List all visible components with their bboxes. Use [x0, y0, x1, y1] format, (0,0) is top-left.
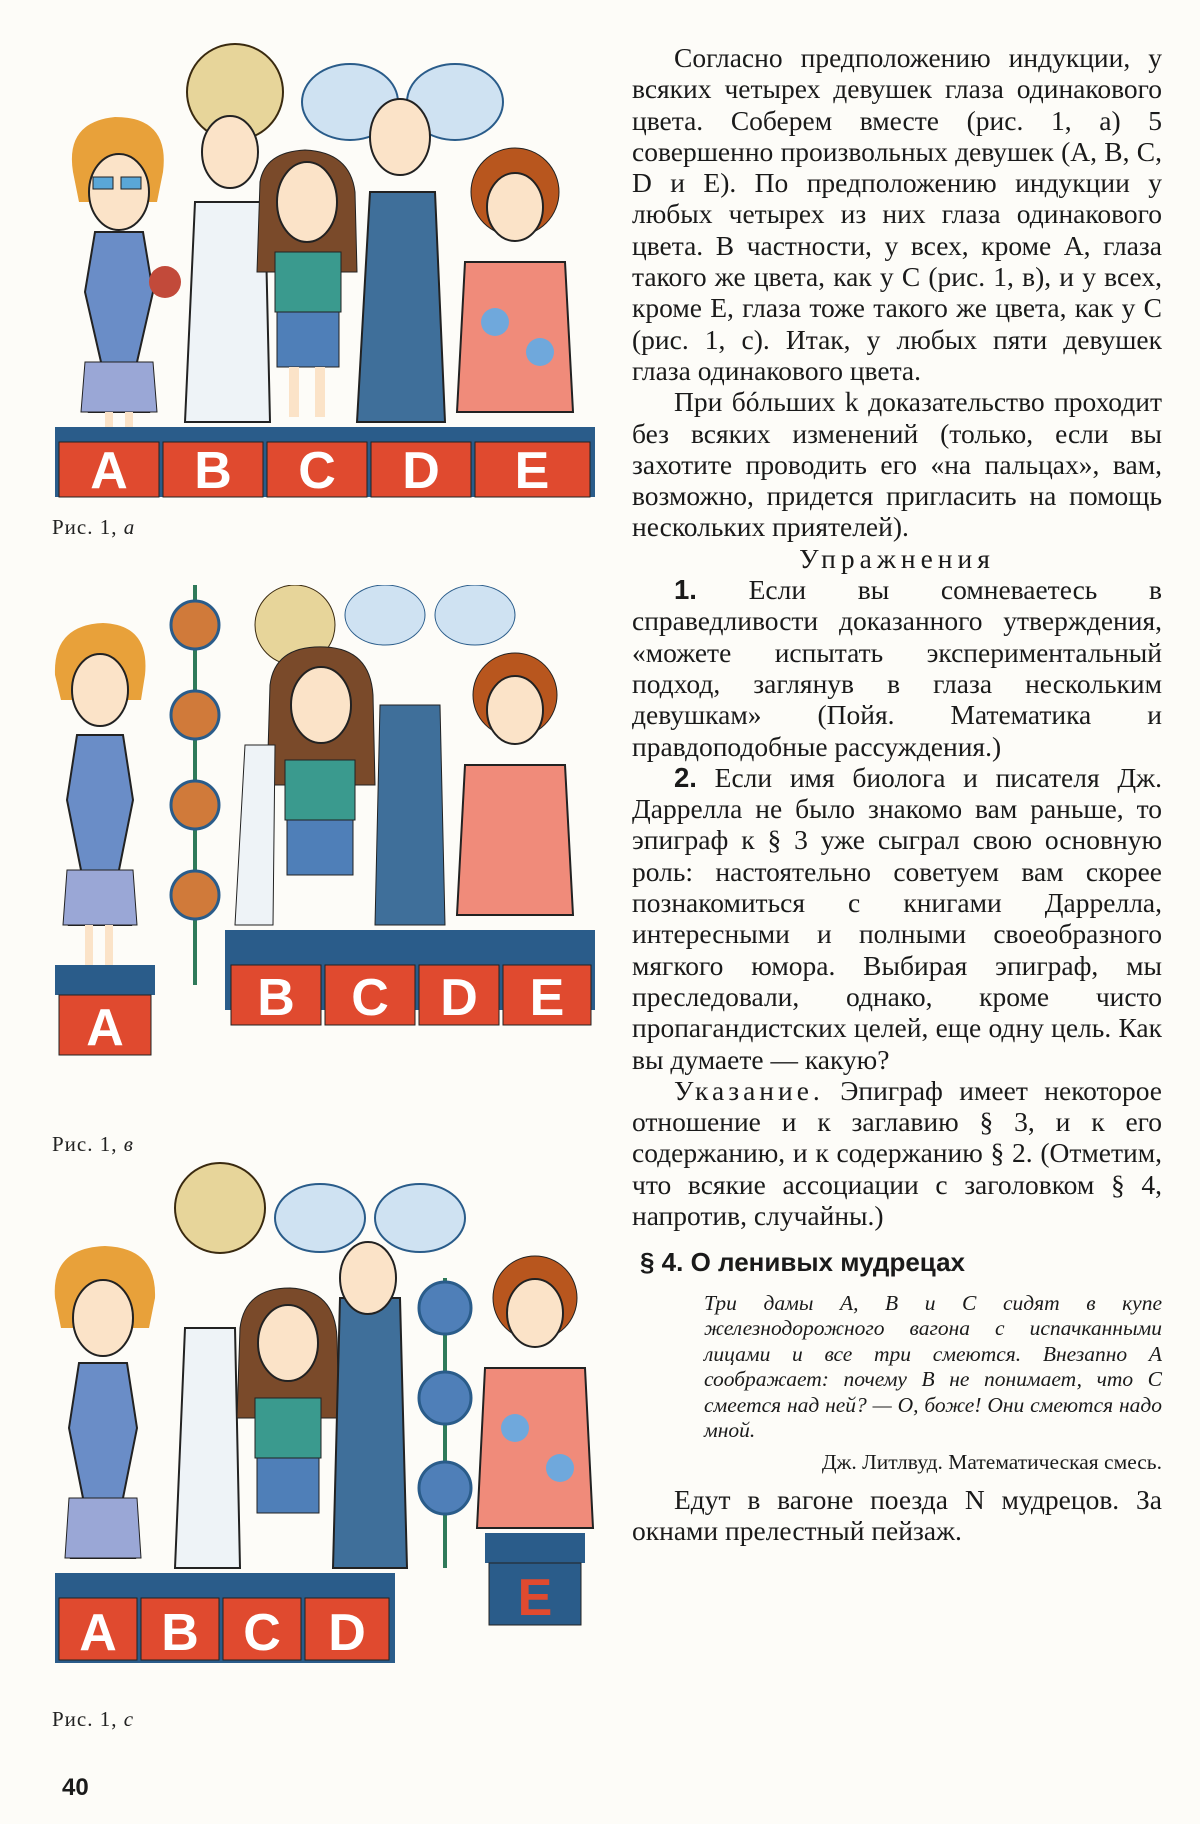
block-letter: D [402, 442, 440, 500]
girl-c [257, 150, 357, 417]
epigraph [704, 1291, 1162, 1444]
block-letter: B [257, 969, 295, 1027]
letter-blocks [55, 427, 595, 500]
block-letter: A [86, 999, 124, 1057]
epigraph-source: Дж. Литлвуд. Математическая смесь. [821, 1449, 1162, 1474]
figure-1a [45, 32, 605, 502]
block-letter: A [90, 442, 128, 500]
figure-1c-illustration [45, 1148, 605, 1693]
block-letter: A [79, 1604, 117, 1662]
paragraph: Едут в вагоне поезда N мудрецов. За окнами прелестный пейзаж. [632, 1483, 1162, 1546]
figure-caption: Рис. 1, с [52, 1707, 135, 1731]
exercise-number: 2. [674, 761, 697, 793]
block-letter: E [517, 1569, 553, 1627]
text-column [632, 42, 1162, 1546]
exercise-text: Если вы сомневаетесь в справедливости доказанного утверждения, «можете испытать экспериментальный подход, заглянув в глаза нескольким девушкам» (Пойя. Математика и правдоподобные рассуждения.) [632, 574, 1163, 762]
hint-label: Указание. [674, 1074, 824, 1106]
exercise-text: Если имя биолога и писателя Дж. Даррелла не было знакомо вам раньше, то эпиграф к § 3 уже сыграл свою основную роль: настоятельно советуем вам скорее познакомиться с книгами Даррелла, интересными и полными своеобразного мягкого юмора. Выбирая эпиграф, мы преследовали, однако, кроме чисто пропагандистских целей, еще одну цель. Как вы думаете — какую? [632, 761, 1162, 1075]
block-letter: C [351, 969, 389, 1027]
figure-1c [45, 1148, 605, 1693]
exercise-1 [632, 574, 1162, 762]
block-letter: E [514, 442, 550, 500]
block-letter: E [529, 969, 565, 1027]
figure-caption: Рис. 1, в [52, 1132, 134, 1156]
block-letter: B [161, 1604, 199, 1662]
hint-text: Эпиграф имеет некоторое отношение и к заглавию § 3, и к его содержанию, и к содержанию § 2. (Отметим, что всякие ассоциации с заголовком § 4, напротив, случайны.) [632, 1074, 1162, 1231]
page-number: 40 [62, 1774, 89, 1801]
figure-1b-illustration [45, 585, 605, 1120]
girl-e [457, 148, 573, 412]
exercise-number: 1. [674, 574, 697, 606]
flower-vine [171, 585, 219, 985]
flower-vine [419, 1278, 471, 1568]
exercises-heading: Упражнения [799, 542, 995, 574]
exercise-2 [632, 762, 1162, 1075]
block-letter: B [194, 442, 232, 500]
figure-caption: Рис. 1, а [52, 515, 136, 539]
girl-group-abcd [55, 1163, 465, 1568]
block-letter: D [328, 1604, 366, 1662]
paragraph: При бóльших k доказательство проходит без всяких изменений (только, если вы захотите проводить его «на пальцах», вам, возможно, придется пригласить на помощь нескольких приятелей). [632, 386, 1162, 543]
block-letter: D [440, 969, 478, 1027]
girl-a [55, 623, 146, 965]
hint [632, 1075, 1162, 1231]
girl-e [477, 1256, 593, 1528]
paragraph: Согласно предположению индукции, у всяких четырех девушек глаза одинакового цвета. Соберем вместе (рис. 1, а) 5 совершенно произвольных девушек (A, B, C, D и E). По предположению индукции у любых четырех из них глаза одинакового цвета. В частности, у всех, кроме A, глаза такого же цвета, как у C (рис. 1, в), и у всех, кроме E, глаза тоже такого же цвета, как у C (рис. 1, с). Итак, у любых пяти девушек глаза одинакового цвета. [632, 42, 1162, 386]
figure-1b [45, 585, 605, 1120]
letter-blocks [55, 930, 595, 1057]
epigraph-text: Три дамы A, B и C сидят в купе железнодорожного вагона с испачканными лицами и все три смеются. Внезапно A соображает: почему B не понимает, что C смеется над ней? — О, боже! Они смеются надо мной. [704, 1290, 1162, 1443]
girl-group-bcde [235, 585, 573, 925]
figure-1a-illustration [45, 32, 605, 502]
section-title: § 4. О ленивых мудрецах [640, 1247, 965, 1278]
block-letter: C [298, 442, 336, 500]
block-letter: C [243, 1604, 281, 1662]
